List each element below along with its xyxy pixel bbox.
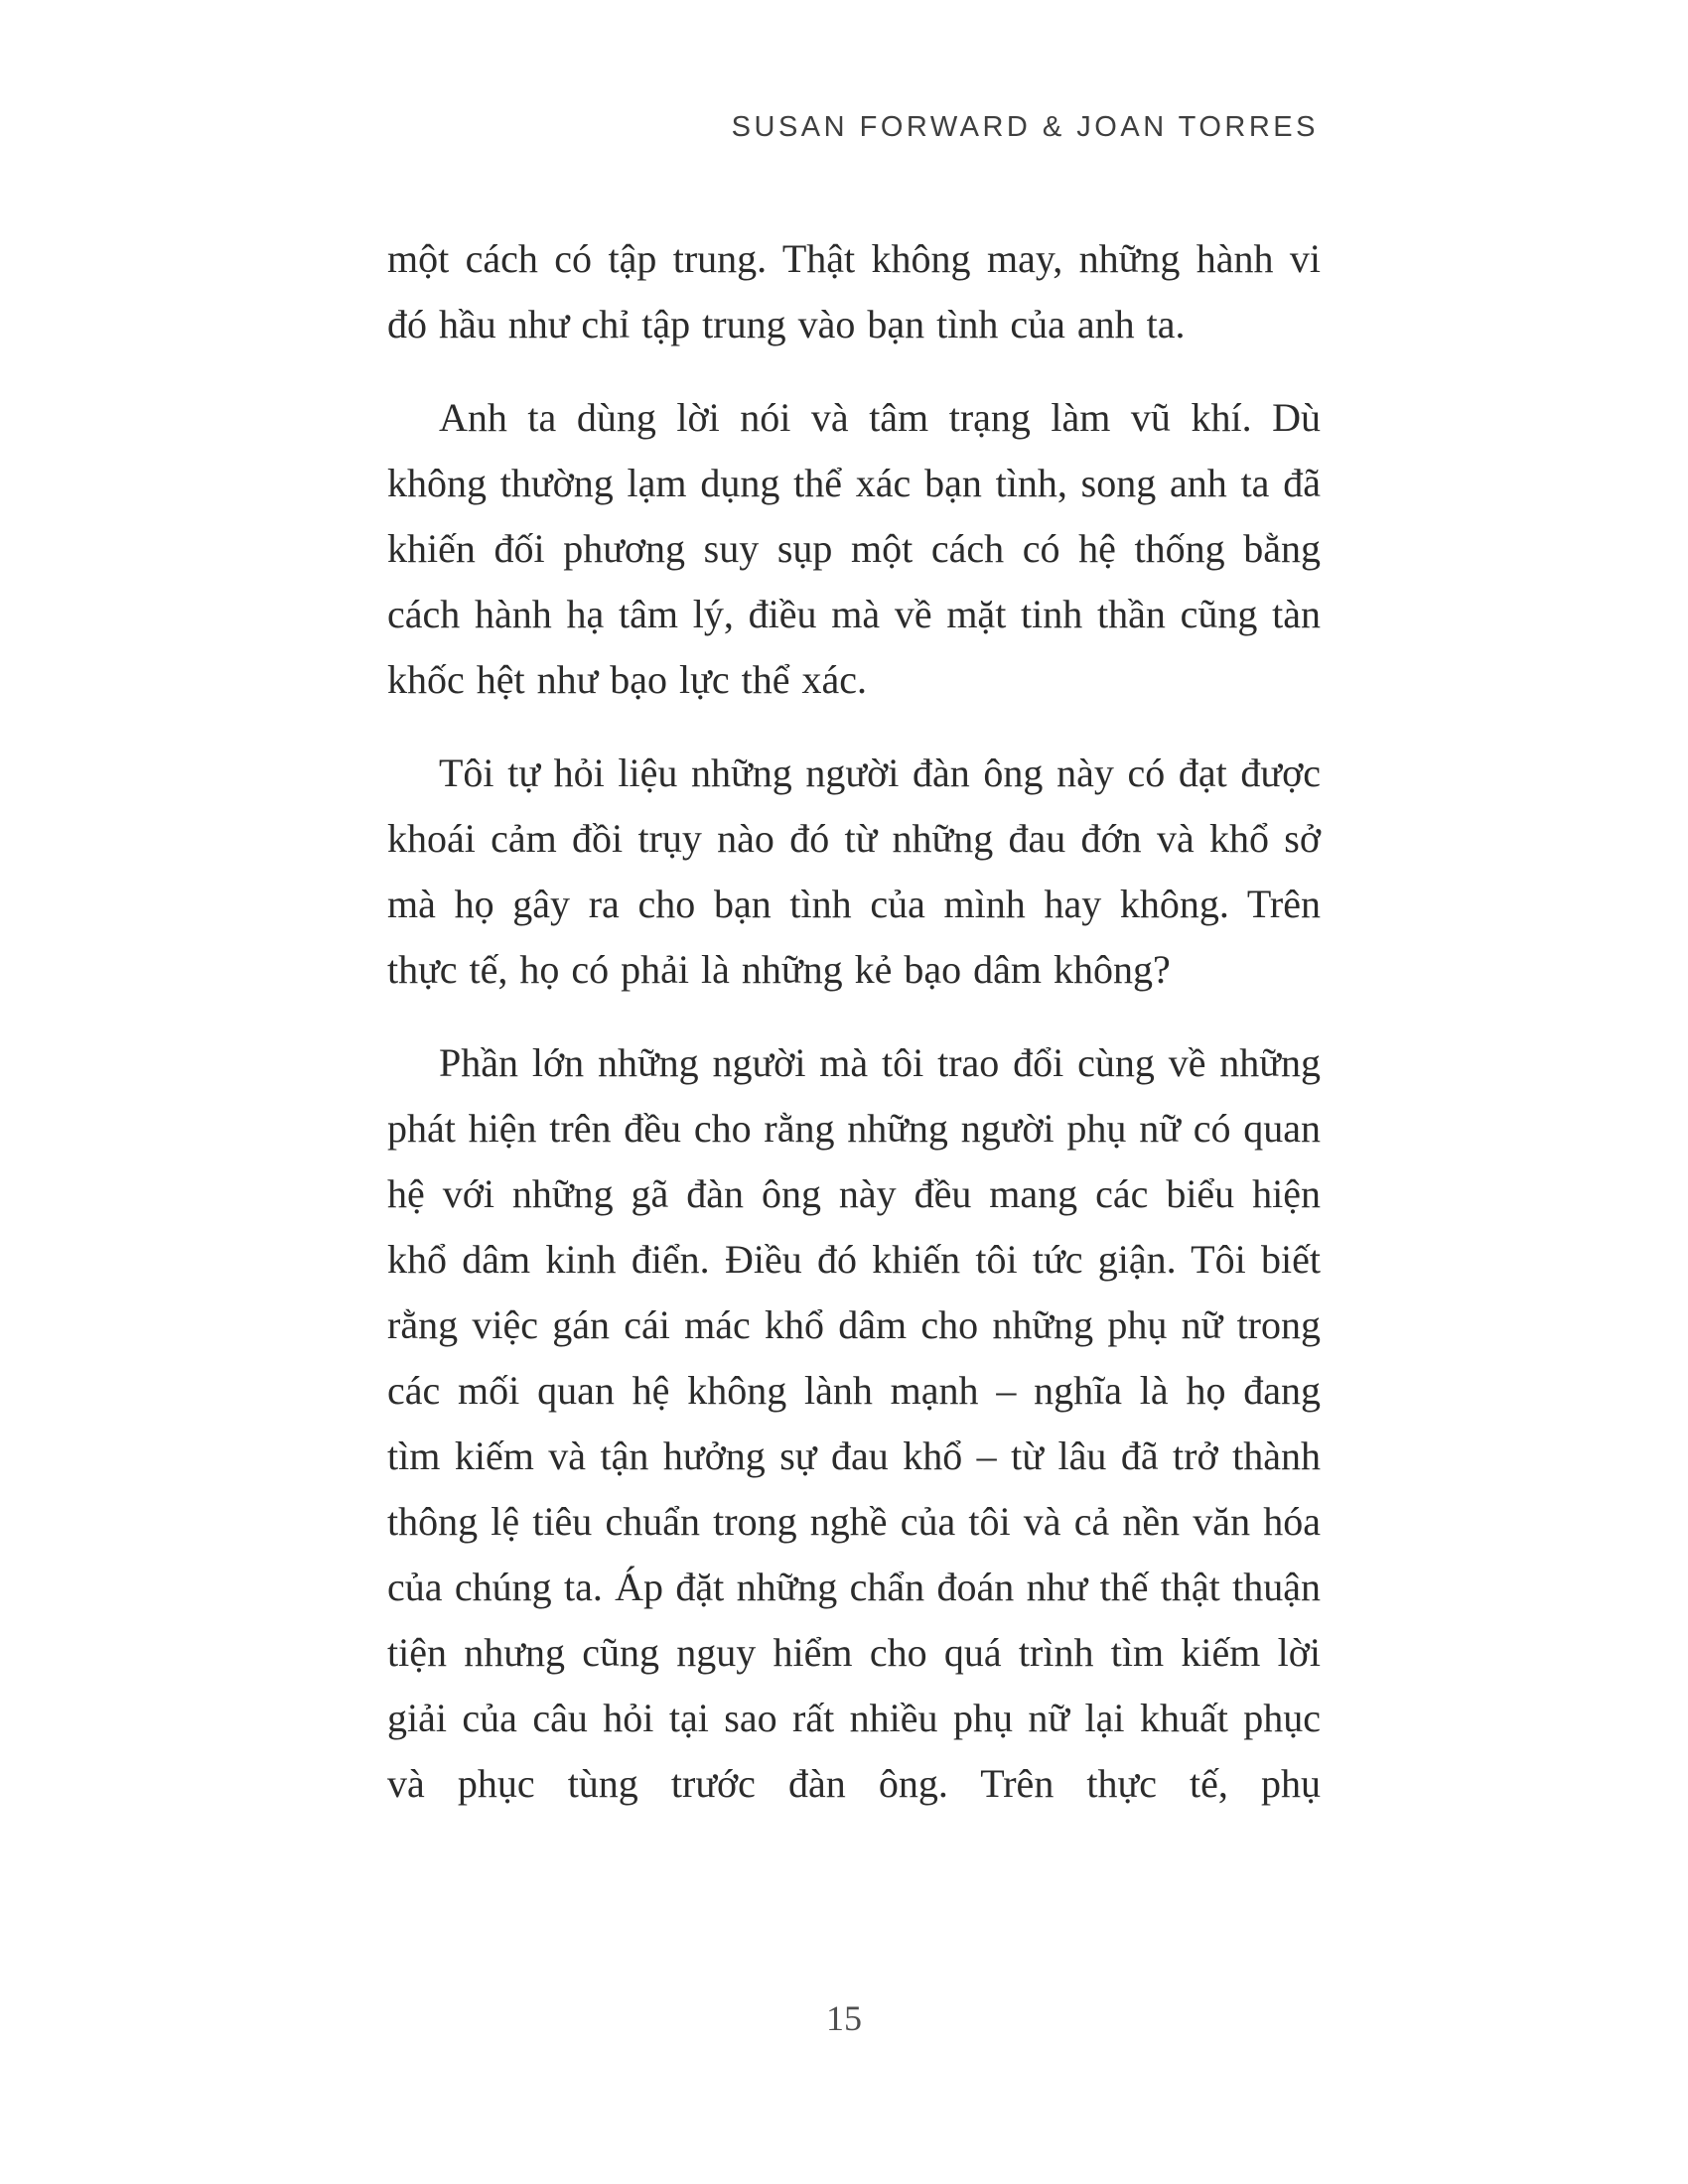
running-header: SUSAN FORWARD & JOAN TORRES [731, 111, 1319, 143]
paragraph: Phần lớn những người mà tôi trao đổi cùng về những phát hiện trên đều cho rằng những người phụ nữ có quan hệ với những gã đàn ông này đều mang các biểu hiện khổ dâm kinh điển. Điều đó khiến tôi tức giận. Tôi biết rằng việc gán cái mác khổ dâm cho những phụ nữ trong các mối quan hệ không lành mạnh – nghĩa là họ đang tìm kiếm và tận hưởng sự đau khổ – từ lâu đã trở thành thông lệ tiêu chuẩn trong nghề của tôi và cả nền văn hóa của chúng ta. Áp đặt những chẩn đoán như thế thật thuận tiện nhưng cũng nguy hiểm cho quá trình tìm kiếm lời giải của câu hỏi tại sao rất nhiều phụ nữ lại khuất phục và phục tùng trước đàn ông. Trên thực tế, phụ [387, 1040, 1321, 1806]
paragraph: một cách có tập trung. Thật không may, những hành vi đó hầu như chỉ tập trung vào bạn tình của anh ta. [387, 236, 1321, 346]
page-body [387, 226, 1321, 1817]
page-number: 15 [826, 1998, 862, 2038]
paragraph: Anh ta dùng lời nói và tâm trạng làm vũ khí. Dù không thường lạm dụng thể xác bạn tình, song anh ta đã khiến đối phương suy sụp một cách có hệ thống bằng cách hành hạ tâm lý, điều mà về mặt tinh thần cũng tàn khốc hệt như bạo lực thể xác. [387, 395, 1321, 702]
paragraph: Tôi tự hỏi liệu những người đàn ông này có đạt được khoái cảm đồi trụy nào đó từ những đau đớn và khổ sở mà họ gây ra cho bạn tình của mình hay không. Trên thực tế, họ có phải là những kẻ bạo dâm không? [387, 751, 1321, 992]
